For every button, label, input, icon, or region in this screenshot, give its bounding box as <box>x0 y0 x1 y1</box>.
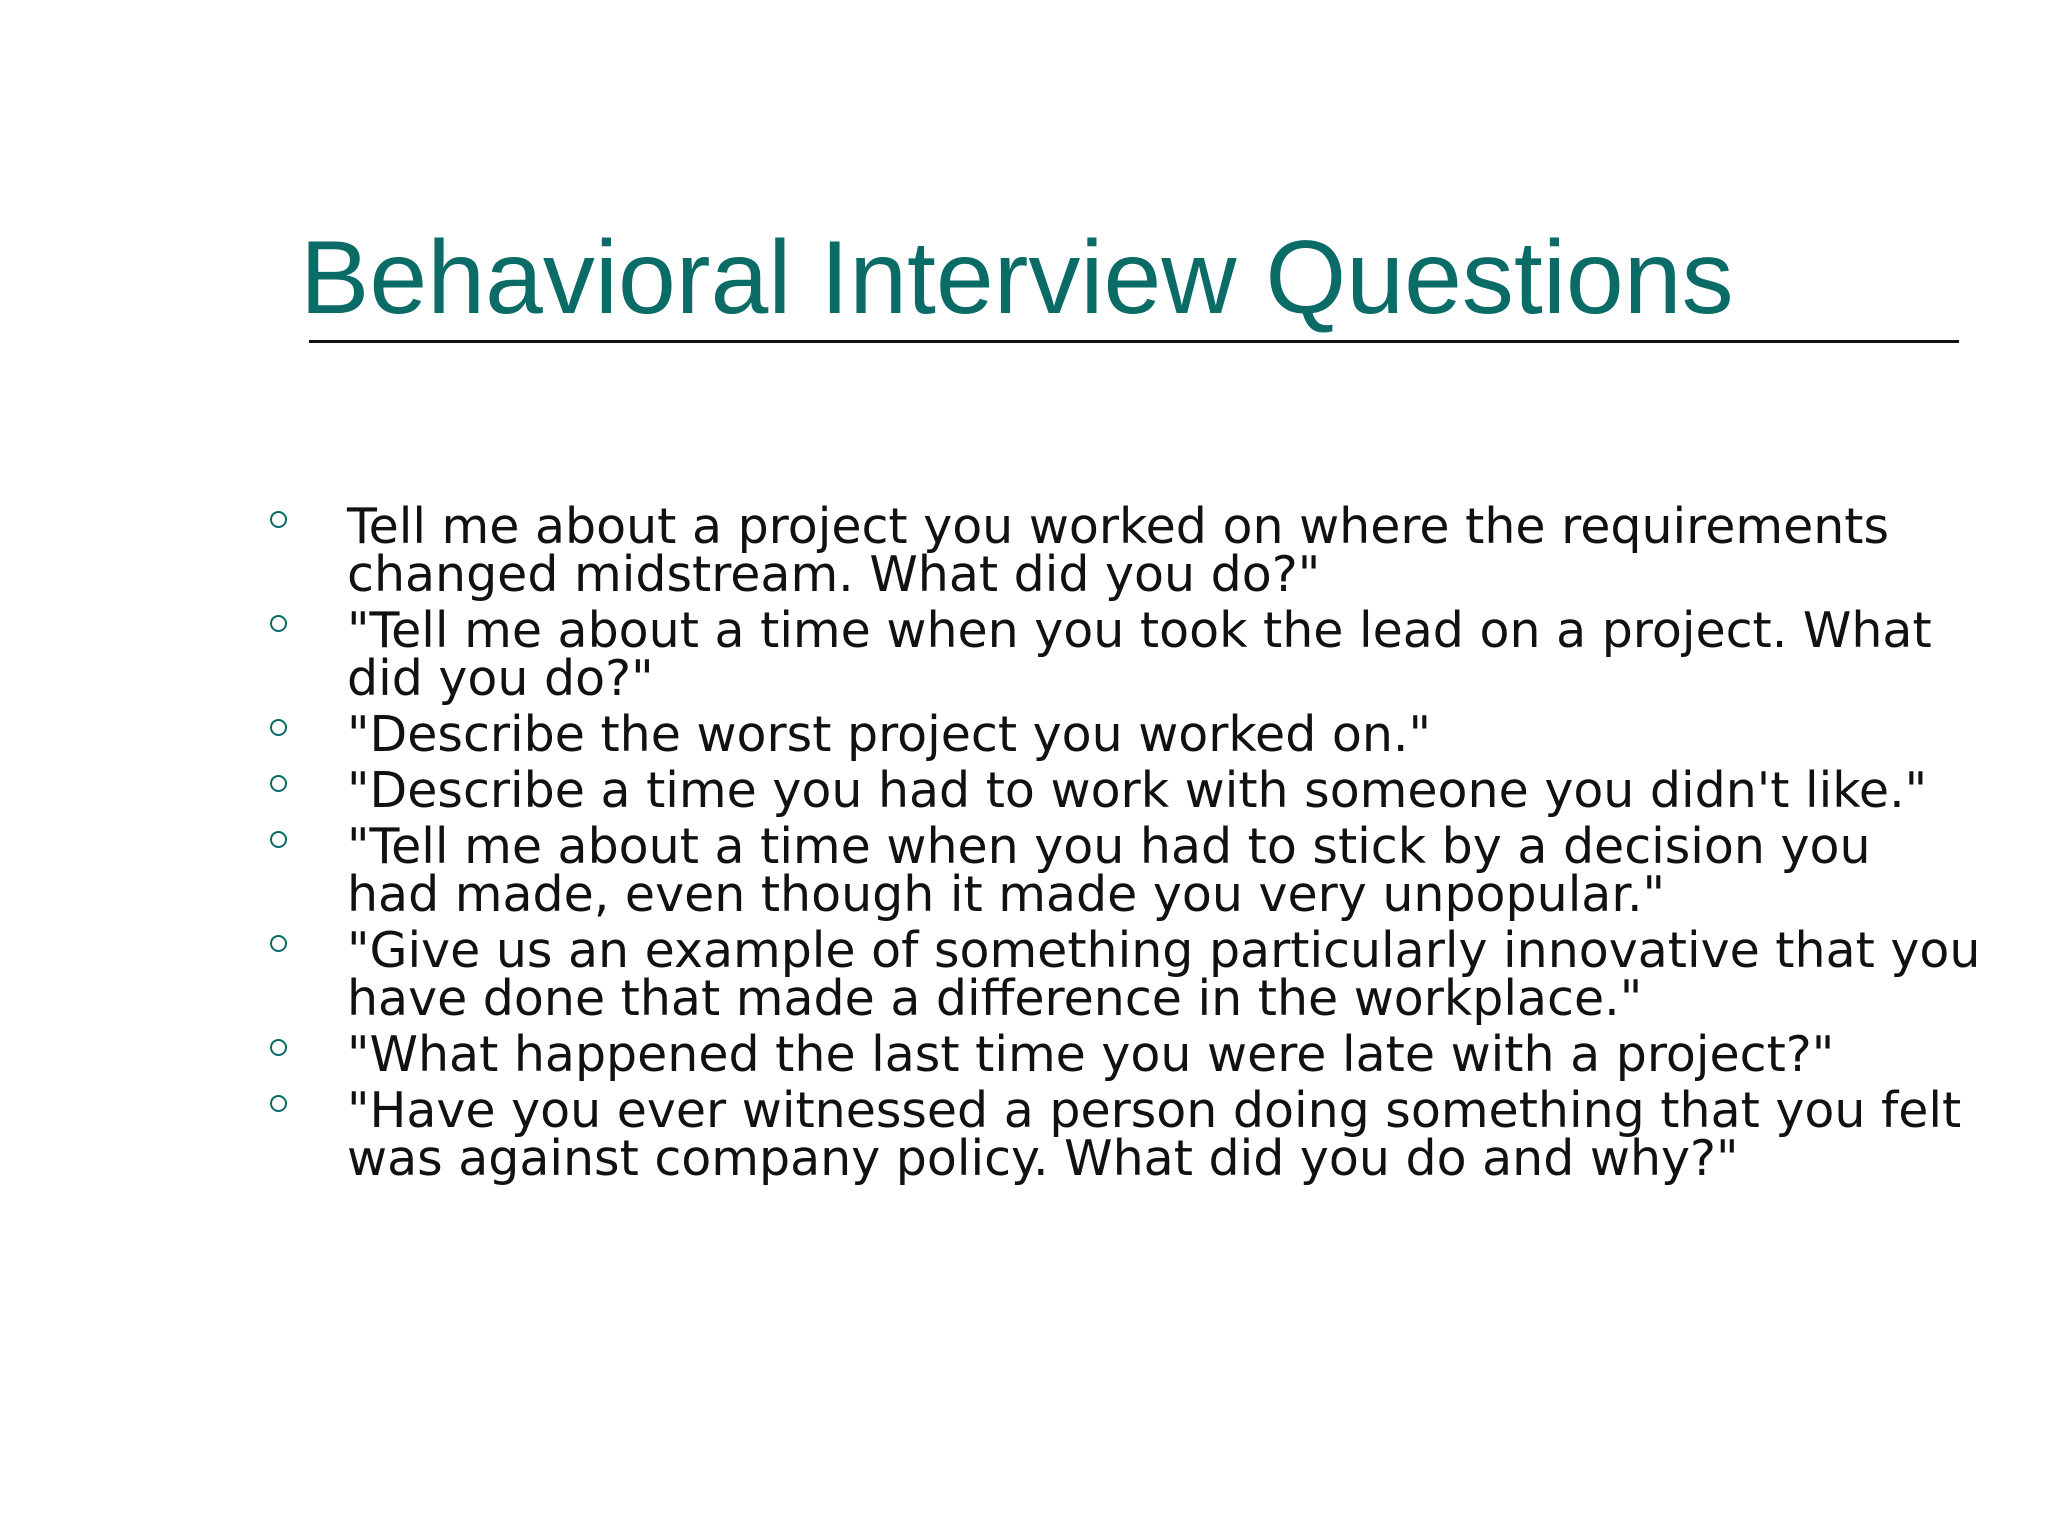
question-item <box>270 706 1970 763</box>
hollow-circle-bullet-icon <box>270 1095 287 1112</box>
question-item <box>270 602 1970 707</box>
question-item <box>270 762 1970 819</box>
question-item <box>270 1026 1970 1083</box>
question-line: was against company policy. What did you do and why?" <box>347 1130 1739 1187</box>
question-item <box>270 818 1970 923</box>
question-list <box>270 498 1981 1191</box>
hollow-circle-bullet-icon <box>270 935 287 952</box>
question-item <box>270 498 1970 603</box>
question-line: have done that made a difference in the workplace." <box>347 970 1643 1027</box>
question-line: "Describe the worst project you worked on." <box>347 706 1432 763</box>
hollow-circle-bullet-icon <box>270 775 287 792</box>
question-line: changed midstream. What did you do?" <box>347 546 1321 603</box>
question-item <box>270 1082 1970 1187</box>
question-line: "Describe a time you had to work with someone you didn't like." <box>347 762 1928 819</box>
question-line: "What happened the last time you were late with a project?" <box>347 1026 1835 1083</box>
question-line: "Tell me about a time when you took the lead on a project. What <box>347 602 1932 659</box>
hollow-circle-bullet-icon <box>270 719 287 736</box>
hollow-circle-bullet-icon <box>270 615 287 632</box>
question-line: "Tell me about a time when you had to stick by a decision you <box>347 818 1871 875</box>
slide-title: Behavioral Interview Questions <box>300 220 1734 336</box>
question-line: Tell me about a project you worked on where the requirements <box>347 498 1890 555</box>
question-line: "Have you ever witnessed a person doing something that you felt <box>347 1082 1962 1139</box>
title-divider <box>309 340 1959 343</box>
hollow-circle-bullet-icon <box>270 511 287 528</box>
question-line: "Give us an example of something particularly innovative that you <box>347 922 1981 979</box>
hollow-circle-bullet-icon <box>270 831 287 848</box>
question-line: did you do?" <box>347 650 654 707</box>
hollow-circle-bullet-icon <box>270 1039 287 1056</box>
question-item <box>270 922 1981 1027</box>
question-line: had made, even though it made you very unpopular." <box>347 866 1666 923</box>
